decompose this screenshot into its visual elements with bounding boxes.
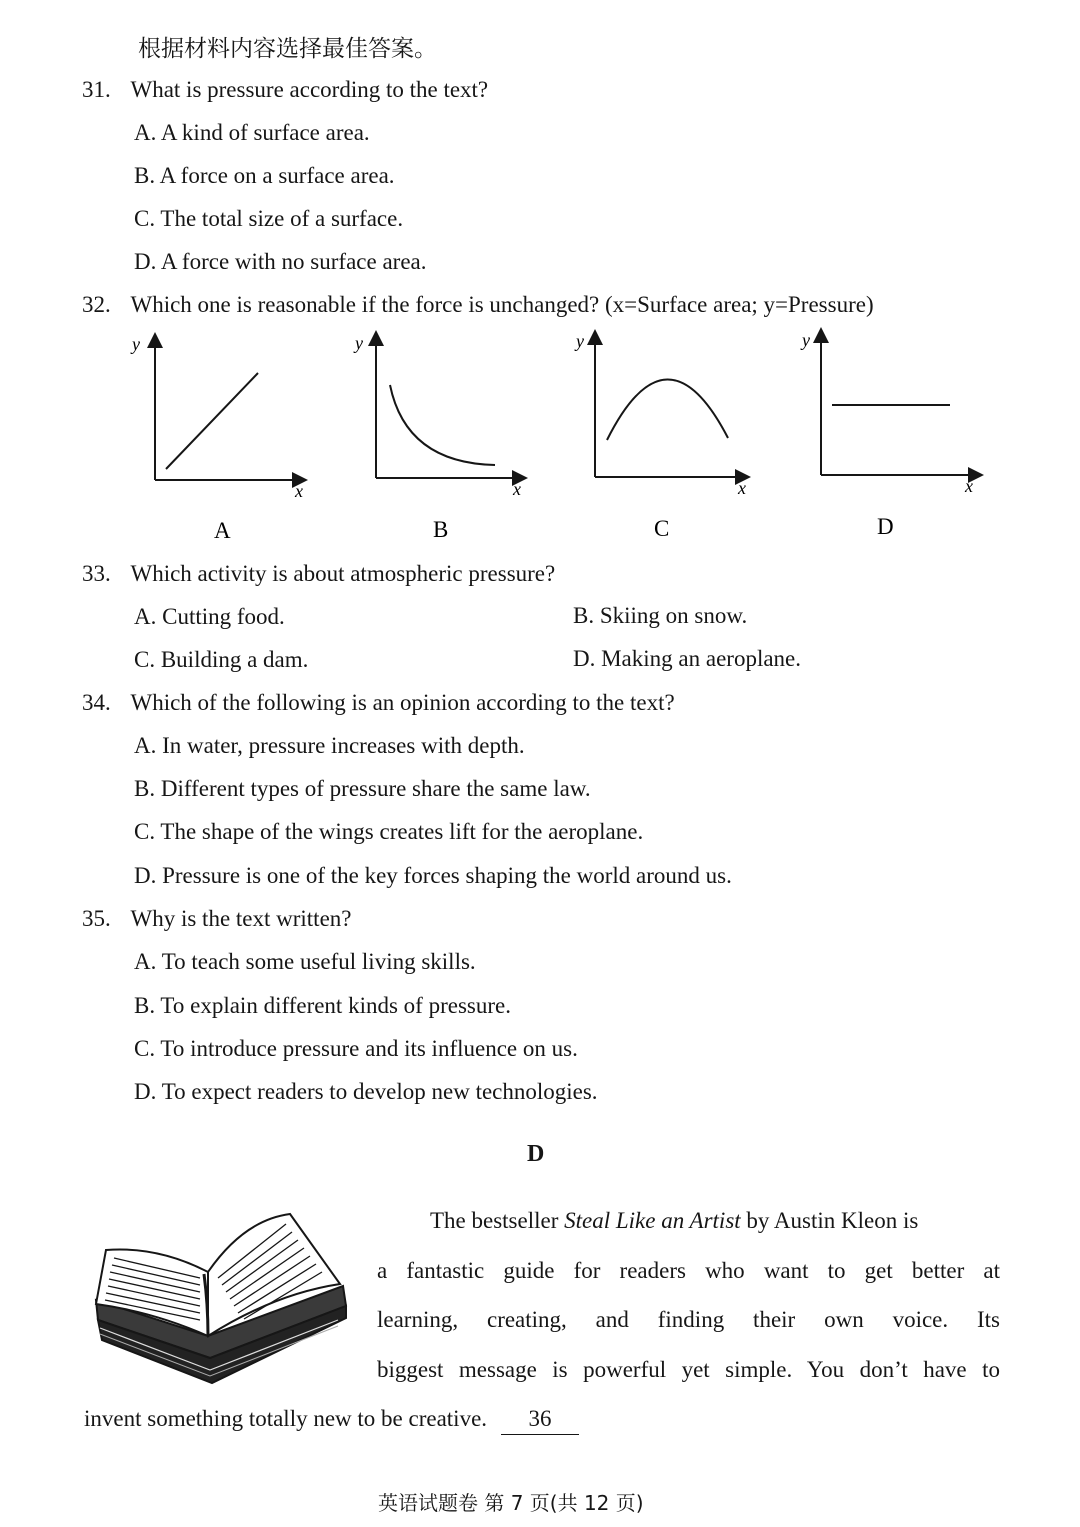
option-35-d: D. To expect readers to develop new technologies. [134,1079,598,1104]
arch-curve [607,379,728,440]
passage-text: The bestseller [430,1208,565,1233]
option-35-c: C. To introduce pressure and its influence on us. [134,1036,578,1061]
graph-d [800,330,976,539]
graph-b [353,333,521,542]
question-31 [82,75,488,105]
question-text: Which activity is about atmospheric pressure? [130,561,556,586]
open-book-illustration [88,1208,350,1390]
option-33-a: A. Cutting food. [134,604,285,629]
question-number: 33. [82,561,111,586]
option-33-b: B. Skiing on snow. [573,603,748,628]
passage-text: invent something totally new to be creative. [84,1406,488,1431]
question-number: 31. [82,77,111,102]
y-axis-label-b: y [355,333,363,353]
graph-a [130,334,303,543]
question-number: 35. [82,906,111,931]
question-number: 34. [82,690,111,715]
option-31-d: D. A force with no surface area. [134,249,427,274]
page-footer: 英语试题卷 第 7 页(共 12 页) [378,1491,644,1515]
passage-text: by Austin Kleon is [740,1208,919,1233]
passage-line-5 [84,1404,579,1435]
book-title: Steal Like an Artist [564,1208,741,1233]
y-axis-label-a: y [132,334,140,354]
graph-c [574,331,746,541]
passage-line-3: learning, creating, and finding their own voice. Its [377,1307,1000,1332]
question-text: Why is the text written? [130,906,352,931]
option-35-a: A. To teach some useful living skills. [134,949,476,974]
graph-label-a: A [214,518,231,543]
option-35-b: B. To explain different kinds of pressure. [134,993,511,1018]
y-axis-label-d: y [802,330,810,350]
x-axis-label-d: x [965,476,973,496]
x-axis-label-a: x [295,481,303,501]
option-33-d: D. Making an aeroplane. [573,646,802,671]
option-31-b: B. A force on a surface area. [134,163,395,188]
option-31-a: A. A kind of surface area. [134,120,370,145]
passage-line-1 [430,1206,918,1236]
option-34-a: A. In water, pressure increases with depth. [134,733,525,758]
question-32 [82,290,874,320]
question-34 [82,688,675,718]
section-heading: D [527,1141,545,1167]
passage-line-4: biggest message is powerful yet simple. You don’t have to [377,1357,1000,1382]
graph-label-d: D [877,514,894,539]
question-text: Which one is reasonable if the force is unchanged? (x=Surface area; y=Pressure) [130,292,874,317]
question-35 [82,904,352,934]
answer-blank-36: 36 [501,1404,579,1435]
passage-line-2: a fantastic guide for readers who want to get better at [377,1258,1000,1283]
option-31-c: C. The total size of a surface. [134,206,404,231]
book-icon [88,1208,350,1390]
decreasing-curve [390,385,495,465]
graph-options-svg [110,325,1010,565]
graph-options [110,325,1010,565]
y-axis-label-c: y [576,331,584,351]
x-axis-label-c: x [738,478,746,498]
x-axis-label-b: x [513,479,521,499]
graph-label-b: B [433,517,449,542]
question-text: Which of the following is an opinion according to the text? [130,690,675,715]
option-34-d: D. Pressure is one of the key forces shaping the world around us. [134,863,732,888]
option-34-c: C. The shape of the wings creates lift for the aeroplane. [134,819,644,844]
option-33-c: C. Building a dam. [134,647,309,672]
question-33 [82,559,555,589]
question-text: What is pressure according to the text? [130,77,489,102]
question-number: 32. [82,292,111,317]
graph-label-c: C [654,516,670,541]
option-34-b: B. Different types of pressure share the same law. [134,776,591,801]
rising-line [166,373,258,469]
instruction-text: 根据材料内容选择最佳答案。 [138,36,437,62]
